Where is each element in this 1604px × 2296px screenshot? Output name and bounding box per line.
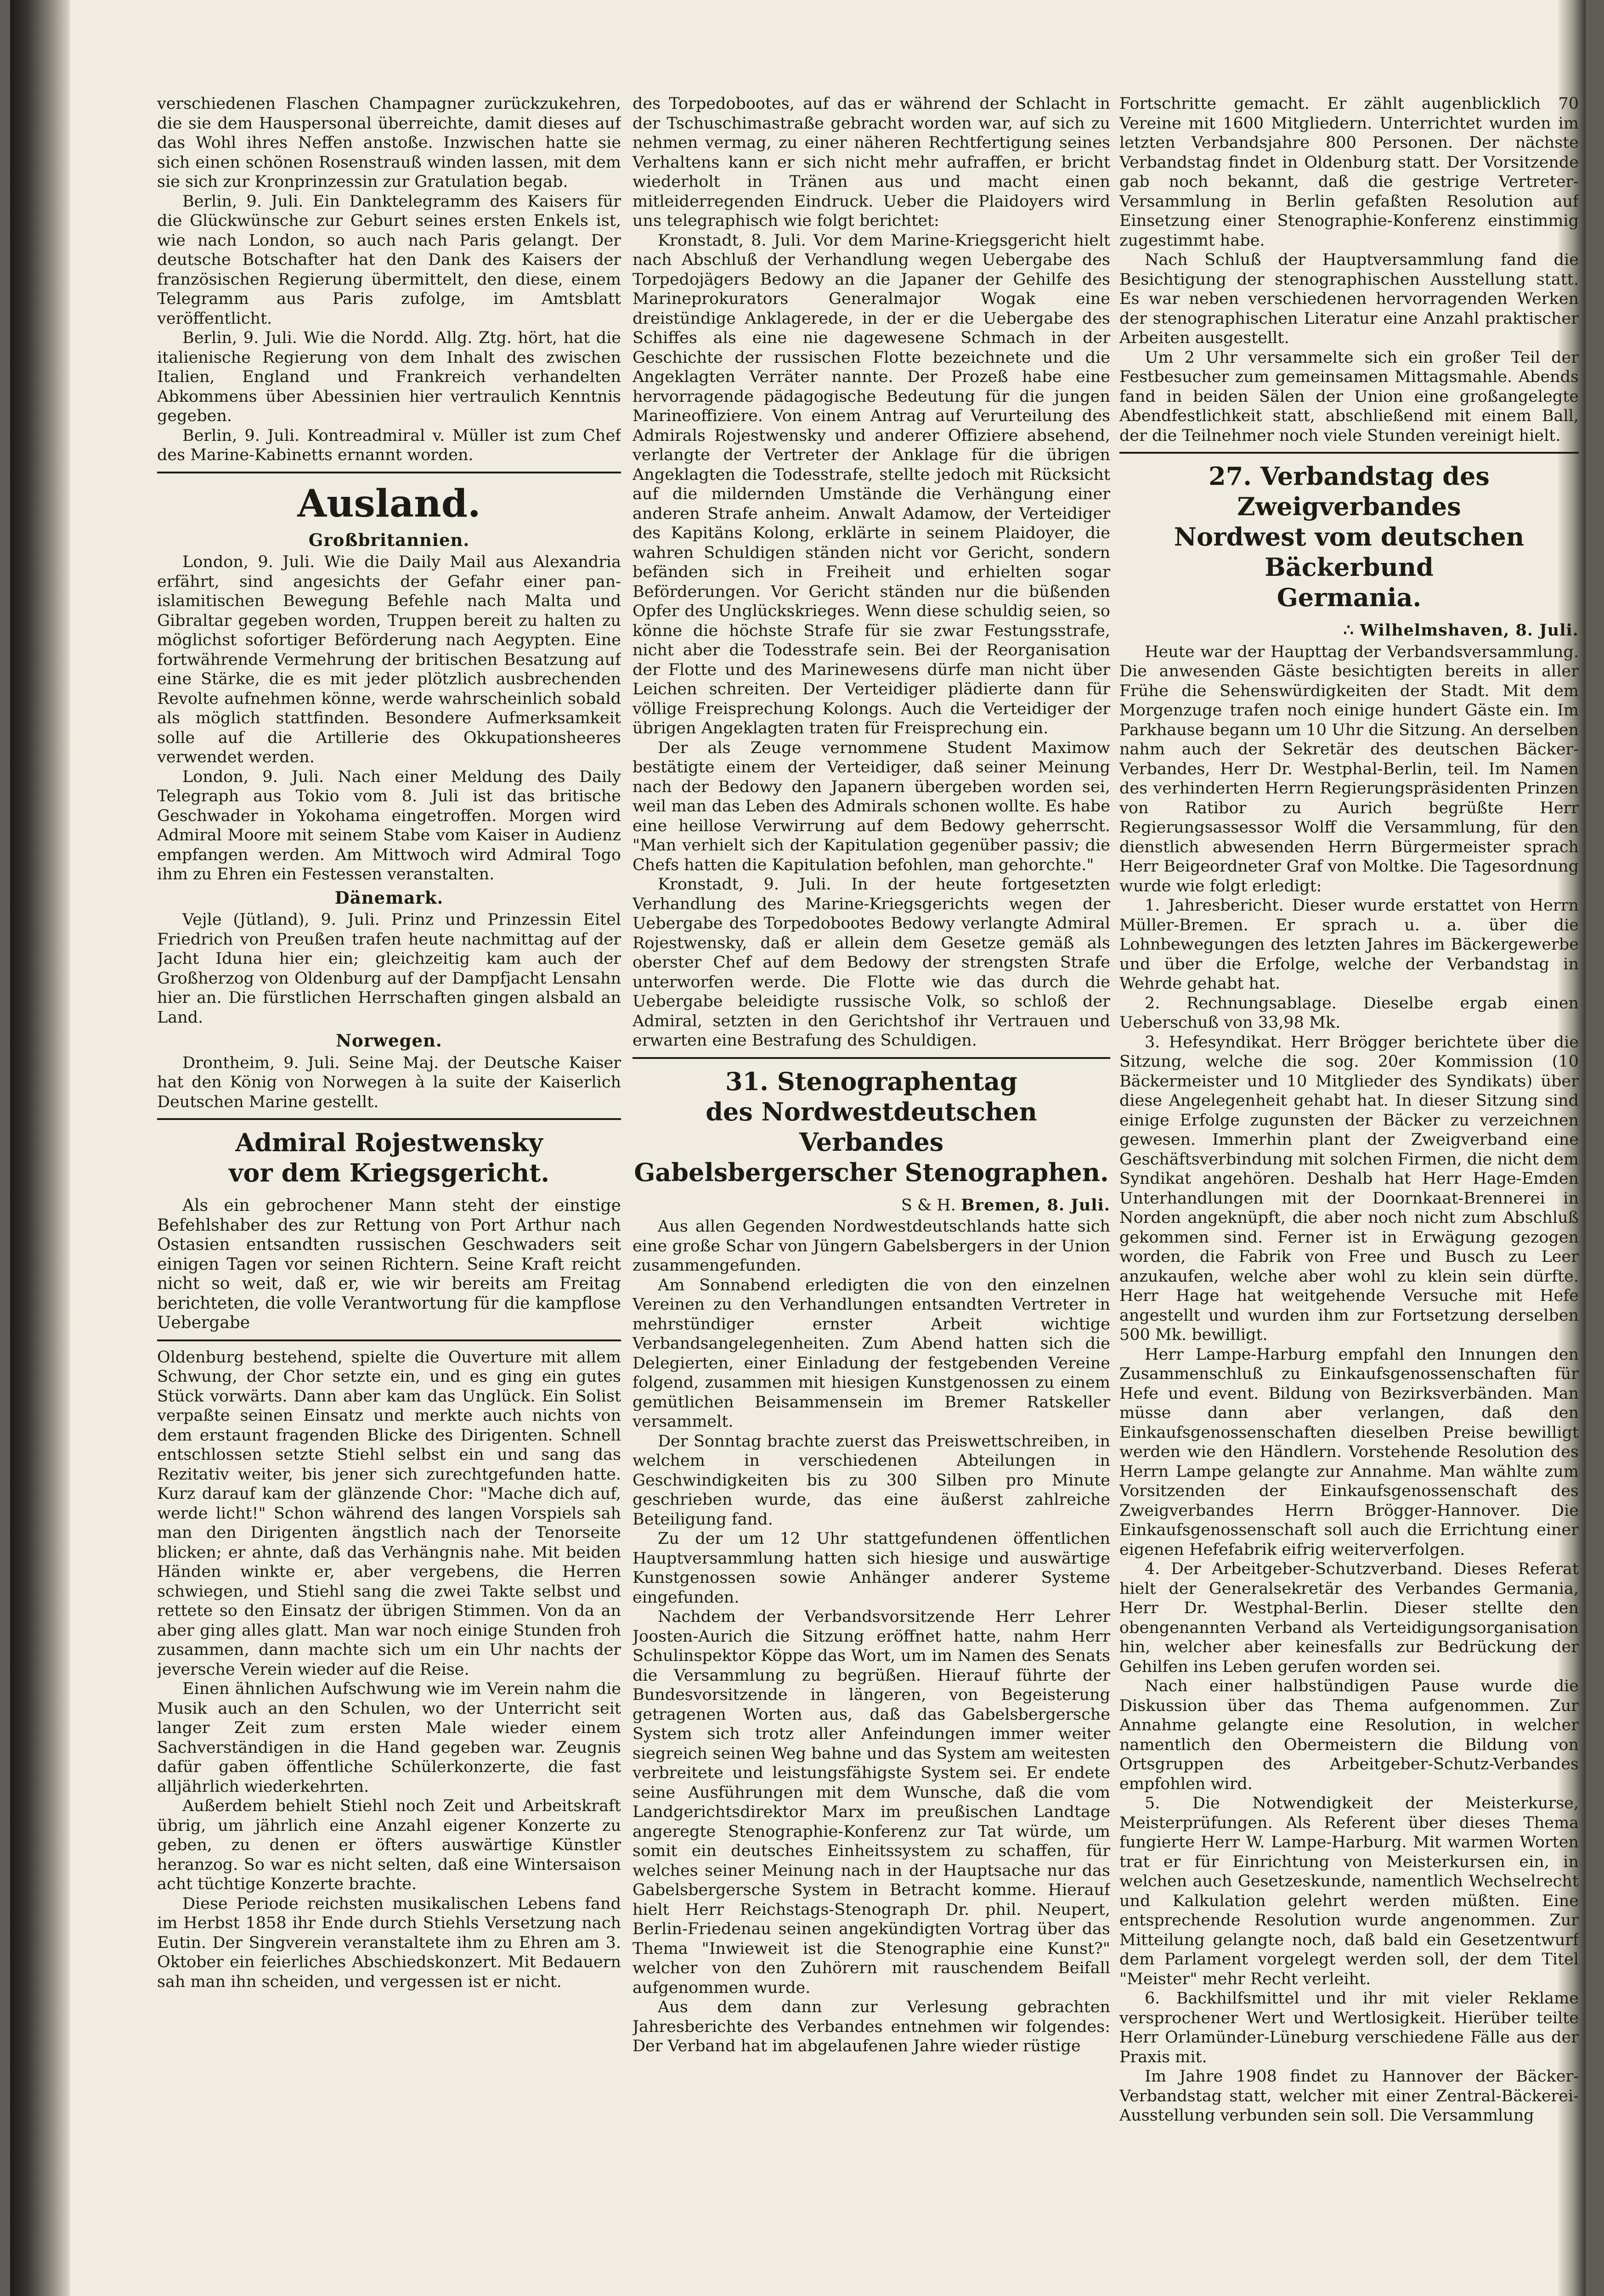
article-text: Außerdem behielt Stiehl noch Zeit und Arbeitskraft übrig, um jährlich eine Anzahl eigener Konzerte zu geben, zu denen er öfters auswärtige Künstler heranzog. So war es nicht selten, daß eine Wintersaison acht tüchtige Konzerte brachte.	[157, 1797, 621, 1893]
news-item-berlin: Berlin, 9. Juli. Kontreadmiral v. Müller ist zum Chef des Marine-Kabinetts ernannt worden.	[157, 426, 621, 464]
divider	[157, 1339, 621, 1341]
country-heading: Dänemark.	[334, 887, 444, 908]
column-2	[633, 94, 1110, 2193]
article-text: verschiedenen Flaschen Champagner zurückzukehren, die sie dem Hauspersonal überreichte, damit dieses auf das Wohl ihres Neffen anstoße. Inzwischen hatte sie sich einen schönen Rosenstrauß winden lassen, mit dem sie sich zur Kronprinzessin zur Gratulation begab.	[157, 95, 621, 191]
article-text: Nach Schluß der Hauptversammlung fand die Besichtigung der stenographischen Ausstellung statt. Es war neben verschiedenen hervorragenden Werken der stenographischen Literatur eine Anzahl praktischer Arbeiten ausgestellt.	[1119, 251, 1579, 347]
article-text: Am Sonnabend erledigten die von den einzelnen Vereinen zu den Verhandlungen entsandten Vertreter in mehrstündiger ernster Arbeit wichtige Verbandsangelegenheiten. Zum Abend hatten sich die Delegierten, einer Einladung der festgebenden Vereine folgend, zusammen mit hiesigen Kunstgenossen zu einem gemütlichen Beisammensein im Bremer Ratskeller versammelt.	[633, 1276, 1110, 1431]
headline-line: 31. Stenographentag	[725, 1066, 1017, 1096]
article-text: Der als Zeuge vernommene Student Maximow bestätigte einem der Verteidiger, daß seiner Meinung nach der Bedowy den Japanern übergeben worden sei, weil man das Leben des Admirals schonen wollte. Es habe eine heillose Verwirrung auf dem Bedowy geherrscht. "Man verhielt sich der Kapitulation gegenüber passiv; die Chefs hatten die Kapitulation befohlen, man gehorchte."	[633, 738, 1110, 874]
article-text: Der Sonntag brachte zuerst das Preiswettschreiben, in welchem in verschiedenen Abteilungen in Geschwindigkeiten bis zu 300 Silben pro Minute geschrieben wurde, das eine äußerst zahlreiche Beteiligung fand.	[633, 1432, 1110, 1529]
news-item-london: London, 9. Juli. Nach einer Meldung des Daily Telegraph aus Tokio vom 8. Juli ist das britische Geschwader in Yokohama eingetroffen. Morgen wird Admiral Moore mit seinem Stabe vom Kaiser in Audienz empfangen werden. Am Mittwoch wird Admiral Togo ihm zu Ehren ein Festessen veranstalten.	[157, 767, 621, 884]
news-item-kronstadt: Kronstadt, 9. Juli. In der heute fortgesetzten Verhandlung des Marine-Kriegsgerichts wegen der Uebergabe des Torpedobootes Bedowy verlangte Admiral Rojestwensky, daß er allein dem Gesetze gemäß als oberster Chef auf dem Bedowy der strengsten Strafe unterworfen werde. Die Flotte wie das durch die Uebergabe beleidigte russische Volk, so schloß der Admiral, setzten in den Gerichtshof ihr Vertrauen und erwarten eine Bestrafung des Schuldigen.	[633, 875, 1110, 1050]
article-text: Zu der um 12 Uhr stattgefundenen öffentlichen Hauptversammlung hatten sich hiesige und auswärtige Kunstgenossen sowie Anhänger anderer Systeme eingefunden.	[633, 1530, 1110, 1607]
headline-line: vor dem Kriegsgericht.	[228, 1158, 550, 1187]
headline-line: Germania.	[1276, 583, 1422, 612]
dateline-source: S & H.	[901, 1196, 956, 1215]
news-item-drontheim: Drontheim, 9. Juli. Seine Maj. der Deutsche Kaiser hat den König von Norwegen à la suite der Kaiserlich Deutschen Marine gestellt.	[157, 1053, 621, 1111]
column-1	[157, 94, 621, 2193]
article-text: Nach einer halbstündigen Pause wurde die Diskussion über das Thema aufgenommen. Zur Annahme gelangte eine Resolution, in welcher namentlich den Obermeistern die Bildung von Ortsgruppen des Arbeitgeber-Schutz-Verbandes empfohlen wird.	[1119, 1677, 1579, 1793]
divider	[157, 472, 621, 473]
article-headline-stenographentag	[633, 1066, 1110, 1187]
news-item-berlin: Berlin, 9. Juli. Wie die Nordd. Allg. Ztg. hört, hat die italienische Regierung von dem Inhalt des zwischen Italien, England und Frankreich verhandelten Abkommens über Abessinien hier vertraulich Kenntnis gegeben.	[157, 329, 621, 425]
country-heading: Großbritannien.	[308, 529, 470, 550]
article-text: Einen ähnlichen Aufschwung wie im Verein nahm die Musik auch an den Schulen, wo der Unterricht seit langer Zeit zum ersten Male wieder einem Sachverständigen in die Hand gegeben war. Zeugnis dafür gaben öffentliche Schülerkonzerte, die fast alljährlich wiederkehrten.	[157, 1680, 621, 1796]
article-text: Herr Lampe-Harburg empfahl den Innungen den Zusammenschluß zu Einkaufsgenossenschaften für Hefe und event. Bildung von Bezirksverbänden. Man müsse dann aber verlangen, daß den Einkaufsgenossenschaften dieselben Preise bewilligt werden wie den Händlern. Vorstehende Resolution des Herrn Lampe gelangte zur Annahme. Man wählte zum Vorsitzenden der Einkaufsgenossenschaft des Zweigverbandes Herrn Brögger-Hannover. Die Einkaufsgenossenschaft soll auch die Errichtung einer eigenen Hefefabrik eifrig weiterverfolgen.	[1119, 1345, 1579, 1559]
headline-line: Gabelsbergerscher Stenographen.	[634, 1157, 1109, 1187]
article-text: Diese Periode reichsten musikalischen Lebens fand im Herbst 1858 ihr Ende durch Stiehls Versetzung nach Eutin. Der Singverein veranstaltete ihm zu Ehren am 3. Oktober ein feierliches Abschiedskonzert. Mit Bedauern sah man ihn scheiden, und vergessen ist er nicht.	[157, 1894, 621, 1991]
agenda-item: 3. Hefesyndikat. Herr Brögger berichtete über die Sitzung, welche die sog. 20er Kommission (10 Bäckermeister und 10 Mitglieder des Syndikats) über diese Angelegenheit gehabt hat. In dieser Sitzung sind einige Erfolge zugunsten der Bäcker zu verzeichnen gewesen. Immerhin plant der Zweigverband eine Geschäftsverbindung mit solchen Firmen, die nicht dem Syndikat angehören. Deshalb hat Herr Hage-Emden Unterhandlungen mit der Doornkaat-Brennerei in Norden angeknüpft, die aber noch nicht zum Abschluß gekommen sind. Ferner ist in Erwägung gezogen worden, die Fabrik von Free und Busch zu Leer anzukaufen, welche aber wohl zu klein sein dürfte. Herr Hage hat weitgehende Versuche mit Hefe angestellt und wurden ihm zur Fortsetzung derselben 500 Mk. bewilligt.	[1119, 1033, 1579, 1344]
article-text: des Torpedobootes, auf das er während der Schlacht in der Tschuschimastraße gebracht worden war, auf sich zu nehmen vermag, zu einer näheren Rechtfertigung seines Verhaltens kann er sich nicht mehr aufraffen, er bricht wiederholt in Tränen aus und macht einen mitleiderregenden Eindruck. Ueber die Plaidoyers wird uns telegraphisch wie folgt berichtet:	[633, 95, 1110, 230]
book-binding	[10, 0, 70, 2296]
article-lead: Als ein gebrochener Mann steht der einstige Befehlshaber des zur Rettung von Port Arthur nach Ostasien entsandten russischen Geschwaders seit einigen Tagen vor seinen Richtern. Seine Kraft reicht nicht so weit, daß er, wie wir bereits am Freitag berichteten, die volle Verantwortung für die kampflose Uebergabe	[157, 1196, 621, 1332]
dateline-place: ∴ Wilhelmshaven, 8. Juli.	[1343, 621, 1579, 640]
article-text: Nachdem der Verbandsvorsitzende Herr Lehrer Joosten-Aurich die Sitzung eröffnet hatte, nahm Herr Schulinspektor Köppe das Wort, um im Namen des Senats die Versammlung zu begrüßen. Hierauf führte der Bundesvorsitzende in längeren, von Begeisterung getragenen Worten aus, daß das Gabelsbergersche System sich trotz aller Anfeindungen immer weiter siegreich seinen Weg bahne und das System am weitesten verbreitete und leistungsfähigste System sei. Er endete seine Ausführungen mit dem Wunsche, daß die vom Landgerichtsdirektor Marx im preußischen Landtage angeregte Stenographie-Konferenz zur Tat würde, um somit ein deutsches Einheitssystem zu schaffen, für welches seiner Meinung nach in der Hauptsache nur das Gabelsbergersche System in Betracht komme. Hierauf hielt Herr Reichstags-Stenograph Dr. phil. Neupert, Berlin-Friedenau seinen angekündigten Vortrag über das Thema "Inwieweit ist die Stenographie eine Kunst?" welcher von den Zuhörern mit rauschendem Beifall aufgenommen wurde.	[633, 1608, 1110, 1997]
dateline	[1119, 621, 1579, 641]
headline-line: 27. Verbandstag des Zweigverbandes	[1209, 461, 1490, 521]
article-text: Fortschritte gemacht. Er zählt augenblicklich 70 Vereine mit 1600 Mitgliedern. Unterrichtet wurden im letzten Verbandsjahre 800 Personen. Der nächste Verbandstag findet in Oldenburg statt. Der Vorsitzende gab noch bekannt, daß die gestrige Vertreter-Versammlung in Berlin gefaßten Resolution auf Einsetzung einer Stenographie-Konferenz einstimmig zugestimmt habe.	[1119, 95, 1579, 250]
agenda-item: 1. Jahresbericht. Dieser wurde erstattet von Herrn Müller-Bremen. Er sprach u. a. über die Lohnbewegungen des letzten Jahres im Bäckergewerbe und über die Erfolge, welche der Verbandstag in Wehrde gehabt hat.	[1119, 896, 1579, 993]
news-item-vejle: Vejle (Jütland), 9. Juli. Prinz und Prinzessin Eitel Friedrich von Preußen trafen heute nachmittag auf der Jacht Iduna hier ein; gleichzeitig kam auch der Großherzog von Oldenburg auf der Dampfjacht Lensahn hier an. Die fürstlichen Herrschaften gingen alsbald an Land.	[157, 911, 621, 1027]
country-heading: Norwegen.	[336, 1030, 442, 1051]
article-text: Heute war der Haupttag der Verbandsversammlung. Die anwesenden Gäste besichtigten bereits in aller Frühe die Sehenswürdigkeiten der Stadt. Mit dem Morgenzuge trafen noch einige hundert Gäste ein. Im Parkhause begann um 10 Uhr die Sitzung. An derselben nahm auch der Sekretär des deutschen Bäcker-Verbandes, Herr Dr. Westphal-Berlin, teil. Im Namen des verhinderten Herrn Regierungspräsidenten Prinzen von Ratibor zu Aurich begrüßte Herr Regierungsassessor Wolff die Versammlung, für den dienstlich abwesenden Herrn Bürgermeister sprach Herr Beigeordneter Graf von Moltke. Die Tagesordnung wurde wie folgt erledigt:	[1119, 642, 1579, 895]
agenda-item: 4. Der Arbeitgeber-Schutzverband. Dieses Referat hielt der Generalsekretär des Verbandes Germania, Herr Dr. Westphal-Berlin. Dieser stellte den obengenannten Verband als Verteidigungsorganisation hin, welcher aber keinesfalls zur Bedrückung der Gehilfen ins Leben gerufen worden sei.	[1119, 1560, 1579, 1676]
divider	[157, 1118, 621, 1120]
article-text: Oldenburg bestehend, spielte die Ouverture mit allem Schwung, der Chor setzte ein, und es ging ein gutes Stück vorwärts. Dann aber kam das Unglück. Ein Solist verpaßte seinen Einsatz und merkte auch nichts von dem erstaunt fragenden Blicke des Dirigenten. Schnell entschlossen setzte Stiehl selbst ein und sang das Rezitativ weiter, bis jener sich zurechtgefunden hatte. Kurz darauf kam der glänzende Chor: "Mache dich auf, werde licht!" Schon während des langen Vorspiels sah man den Dirigenten ängstlich nach der Tenorseite blicken; er ahnte, daß das Verhängnis nahe. Mit beiden Händen winkte er, aber vergebens, die Herren schwiegen, und Stiehl sang die zwei Takte selbst und rettete so den Einsatz der übrigen Stimmen. Von da an aber ging alles glatt. Man war noch einige Stunden froh zusammen, dann machte sich um ein Uhr nachts der jeversche Verein wieder auf die Reise.	[157, 1348, 621, 1679]
news-item-berlin: Berlin, 9. Juli. Ein Danktelegramm des Kaisers für die Glückwünsche zur Geburt seines ersten Enkels ist, wie nach London, so auch nach Paris gelangt. Der deutsche Botschafter hat den Dank des Kaisers der französischen Regierung übermittelt, den diese, einem Telegramm aus Paris zufolge, im Amtsblatt veröffentlicht.	[157, 192, 621, 328]
divider	[1119, 452, 1579, 454]
headline-line: Nordwest vom deutschen Bäckerbund	[1174, 522, 1525, 582]
section-title-ausland: Ausland.	[297, 481, 481, 526]
article-headline-baeckerbund	[1119, 461, 1579, 613]
dateline-place: Bremen, 8. Juli.	[961, 1195, 1110, 1215]
agenda-item: 5. Die Notwendigkeit der Meisterkurse, Meisterprüfungen. Als Referent über dieses Thema fungierte Herr W. Lampe-Harburg. Mit warmen Worten trat er für Einrichtung von Meisterkursen ein, in welchen auch Gesetzeskunde, namentlich Wechselrecht und Kalkulation gelehrt werden müßten. Eine entsprechende Resolution wurde angenommen. Zur Mitteilung gelangte noch, daß bald ein Gesetzentwurf dem Parlament vorgelegt werden soll, der dem Titel "Meister" mehr Recht verleiht.	[1119, 1794, 1579, 1988]
article-headline-admiral	[157, 1127, 621, 1188]
headline-line: Admiral Rojestwensky	[235, 1128, 543, 1157]
news-item-london: London, 9. Juli. Wie die Daily Mail aus Alexandria erfährt, sind angesichts der Gefahr einer pan-islamitischen Bewegung Befehle nach Malta und Gibraltar gegeben worden, Truppen bereit zu halten zu möglichst sofortiger Beförderung nach Aegypten. Eine fortwährende Vermehrung der britischen Besatzung auf eine Stärke, die es mit jeder plötzlich ausbrechenden Revolte aufnehmen könne, werde wahrscheinlich sobald als möglich stattfinden. Besondere Aufmerksamkeit solle auf die Artillerie des Okkupationsheeres verwendet werden.	[157, 553, 621, 766]
article-text: Aus dem dann zur Verlesung gebrachten Jahresberichte des Verbandes entnehmen wir folgendes: Der Verband hat im abgelaufenen Jahre wieder rüstige	[633, 1998, 1110, 2055]
dateline	[633, 1196, 1110, 1216]
headline-line: des Nordwestdeutschen Verbandes	[706, 1097, 1037, 1157]
article-text: Aus allen Gegenden Nordwestdeutschlands hatte sich eine große Schar von Jüngern Gabelsbergers in der Union zusammengefunden.	[633, 1217, 1110, 1275]
article-text: Im Jahre 1908 findet zu Hannover der Bäcker-Verbandstag statt, welcher mit einer Zentral-Bäckerei-Ausstellung verbunden sein soll. Die Versammlung	[1119, 2067, 1579, 2125]
news-item-kronstadt: Kronstadt, 8. Juli. Vor dem Marine-Kriegsgericht hielt nach Abschluß der Verhandlung wegen Uebergabe des Torpedojägers Bedowy an die Japaner der Gehilfe des Marineprokurators Generalmajor Wogak eine dreistündige Anklagerede, in der er die Uebergabe des Schiffes als eine nie dagewesene Schmach in der Geschichte der russischen Flotte bezeichnete und die Angeklagten Verräter nannte. Der Prozeß habe eine hervorragende pädagogische Bedeutung für die jungen Marineoffiziere. Von einem Antrag auf Verurteilung des Admirals Rojestwensky und anderer Offiziere absehend, verlangte der Vertreter der Anklage für die übrigen Angeklagten die Todesstrafe, stellte jedoch mit Rücksicht auf die mildernden Umstände die Verhängung einer anderen Strafe anheim. Anwalt Adamow, der Verteidiger des Kapitäns Kolong, erklärte in seinem Plaidoyer, die wahren Schuldigen ständen nicht vor Gericht, sondern befänden sich in Freiheit und erhielten sogar Beförderungen. Vor Gericht ständen nur die büßenden Opfer des Unglückskrieges. Wenn diese schuldig seien, so könne die höchste Strafe für sie zwar Festungsstrafe, nicht aber die Todesstrafe sein. Bei der Reorganisation der Flotte und des Marinewesens dürfe man nicht über Leichen schreiten. Der Verteidiger plädierte dann für völlige Freisprechung Kolongs. Auch die Verteidiger der übrigen Angeklagten traten für Freisprechung ein.	[633, 231, 1110, 737]
newspaper-page	[10, 0, 1586, 2296]
agenda-item: 6. Backhilfsmittel und ihr mit vieler Reklame versprochener Wert und Wertlosigkeit. Hierüber teilte Herr Orlamünder-Lüneburg verschiedene Fälle aus der Praxis mit.	[1119, 1989, 1579, 2066]
column-3	[1119, 94, 1579, 2188]
divider	[633, 1057, 1110, 1059]
agenda-item: 2. Rechnungsablage. Dieselbe ergab einen Ueberschuß von 33,98 Mk.	[1119, 994, 1579, 1032]
article-text: Um 2 Uhr versammelte sich ein großer Teil der Festbesucher zum gemeinsamen Mittagsmahle. Abends fand in beiden Sälen der Union eine großangelegte Abendfestlichkeit statt, abschließend mit einem Ball, der die Teilnehmer noch viele Stunden vereinigt hielt.	[1119, 348, 1579, 445]
